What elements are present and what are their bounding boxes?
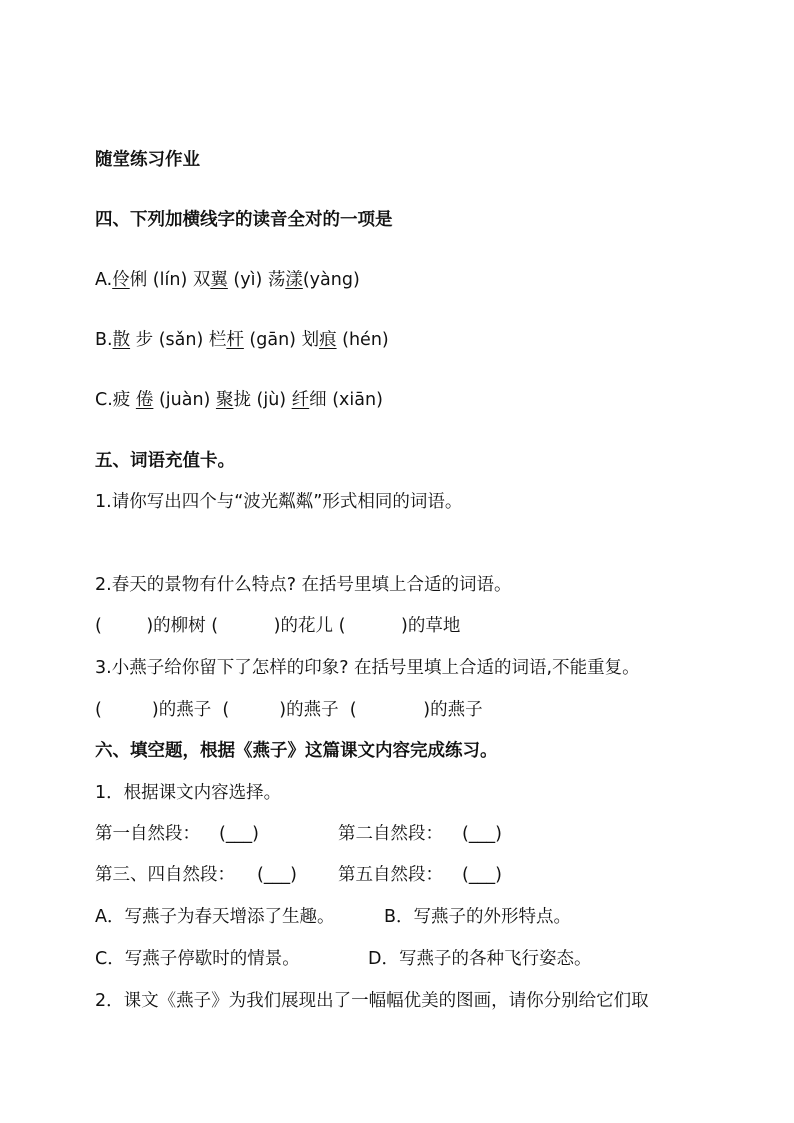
q6-item-2: 2．课文《燕子》为我们展现出了一幅幅优美的图画，请你分别给它们取: [95, 991, 649, 1011]
para-2-label: 第二自然段：: [338, 824, 443, 844]
q4-option-c: C.疲 倦 (juàn) 聚拢 (jù) 纤细 (xiān): [95, 390, 383, 410]
q4-option-b: B.散 步 (sǎn) 栏杆 (gān) 划痕 (hén): [95, 330, 389, 350]
q5-item-3: 3.小燕子给你留下了怎样的印象? 在括号里填上合适的词语,不能重复。: [95, 658, 640, 678]
underlined-char: 散: [112, 330, 131, 350]
option-a: A．写燕子为春天增添了生趣。: [95, 907, 335, 927]
underlined-char: 痕: [319, 330, 337, 350]
underlined-char: 倦: [135, 390, 154, 410]
para-1-blank: (___): [219, 824, 259, 844]
underlined-char: 翼: [210, 270, 228, 290]
q5-heading: 五、词语充值卡。: [95, 451, 235, 471]
option-d: D．写燕子的各种飞行姿态。: [368, 949, 592, 969]
option-c: C．写燕子停歇时的情景。: [95, 949, 300, 969]
q6-heading: 六、填空题，根据《燕子》这篇课文内容完成练习。: [95, 741, 498, 761]
para-5-blank: (___): [462, 865, 502, 885]
q5-item-1: 1.请你写出四个与“波光粼粼”形式相同的词语。: [95, 492, 463, 512]
q4-heading: 四、下列加横线字的读音全对的一项是: [95, 210, 393, 230]
option-b: B．写燕子的外形特点。: [384, 907, 572, 927]
q5-item-2-blanks: ( )的柳树 ( )的花儿 ( )的草地: [95, 616, 461, 636]
q6-item-1: 1．根据课文内容选择。: [95, 783, 282, 803]
underlined-char: 聚: [215, 390, 234, 410]
q4-option-a: A.伶俐 (lín) 双翼 (yì) 荡漾(yàng): [95, 270, 360, 290]
para-2-blank: (___): [462, 824, 502, 844]
para-34-label: 第三、四自然段：: [95, 865, 235, 885]
underlined-char: 杆: [226, 330, 244, 350]
underlined-char: 伶: [112, 270, 130, 290]
page-title: 随堂练习作业: [95, 150, 200, 170]
para-5-label: 第五自然段：: [338, 865, 443, 885]
para-1-label: 第一自然段：: [95, 824, 200, 844]
underlined-char: 漾: [285, 270, 303, 290]
q5-item-3-blanks: ( )的燕子 ( )的燕子 ( )的燕子: [95, 700, 483, 720]
para-34-blank: (___): [257, 865, 297, 885]
q5-item-2: 2.春天的景物有什么特点? 在括号里填上合适的词语。: [95, 575, 512, 595]
underlined-char: 纤: [291, 390, 310, 410]
